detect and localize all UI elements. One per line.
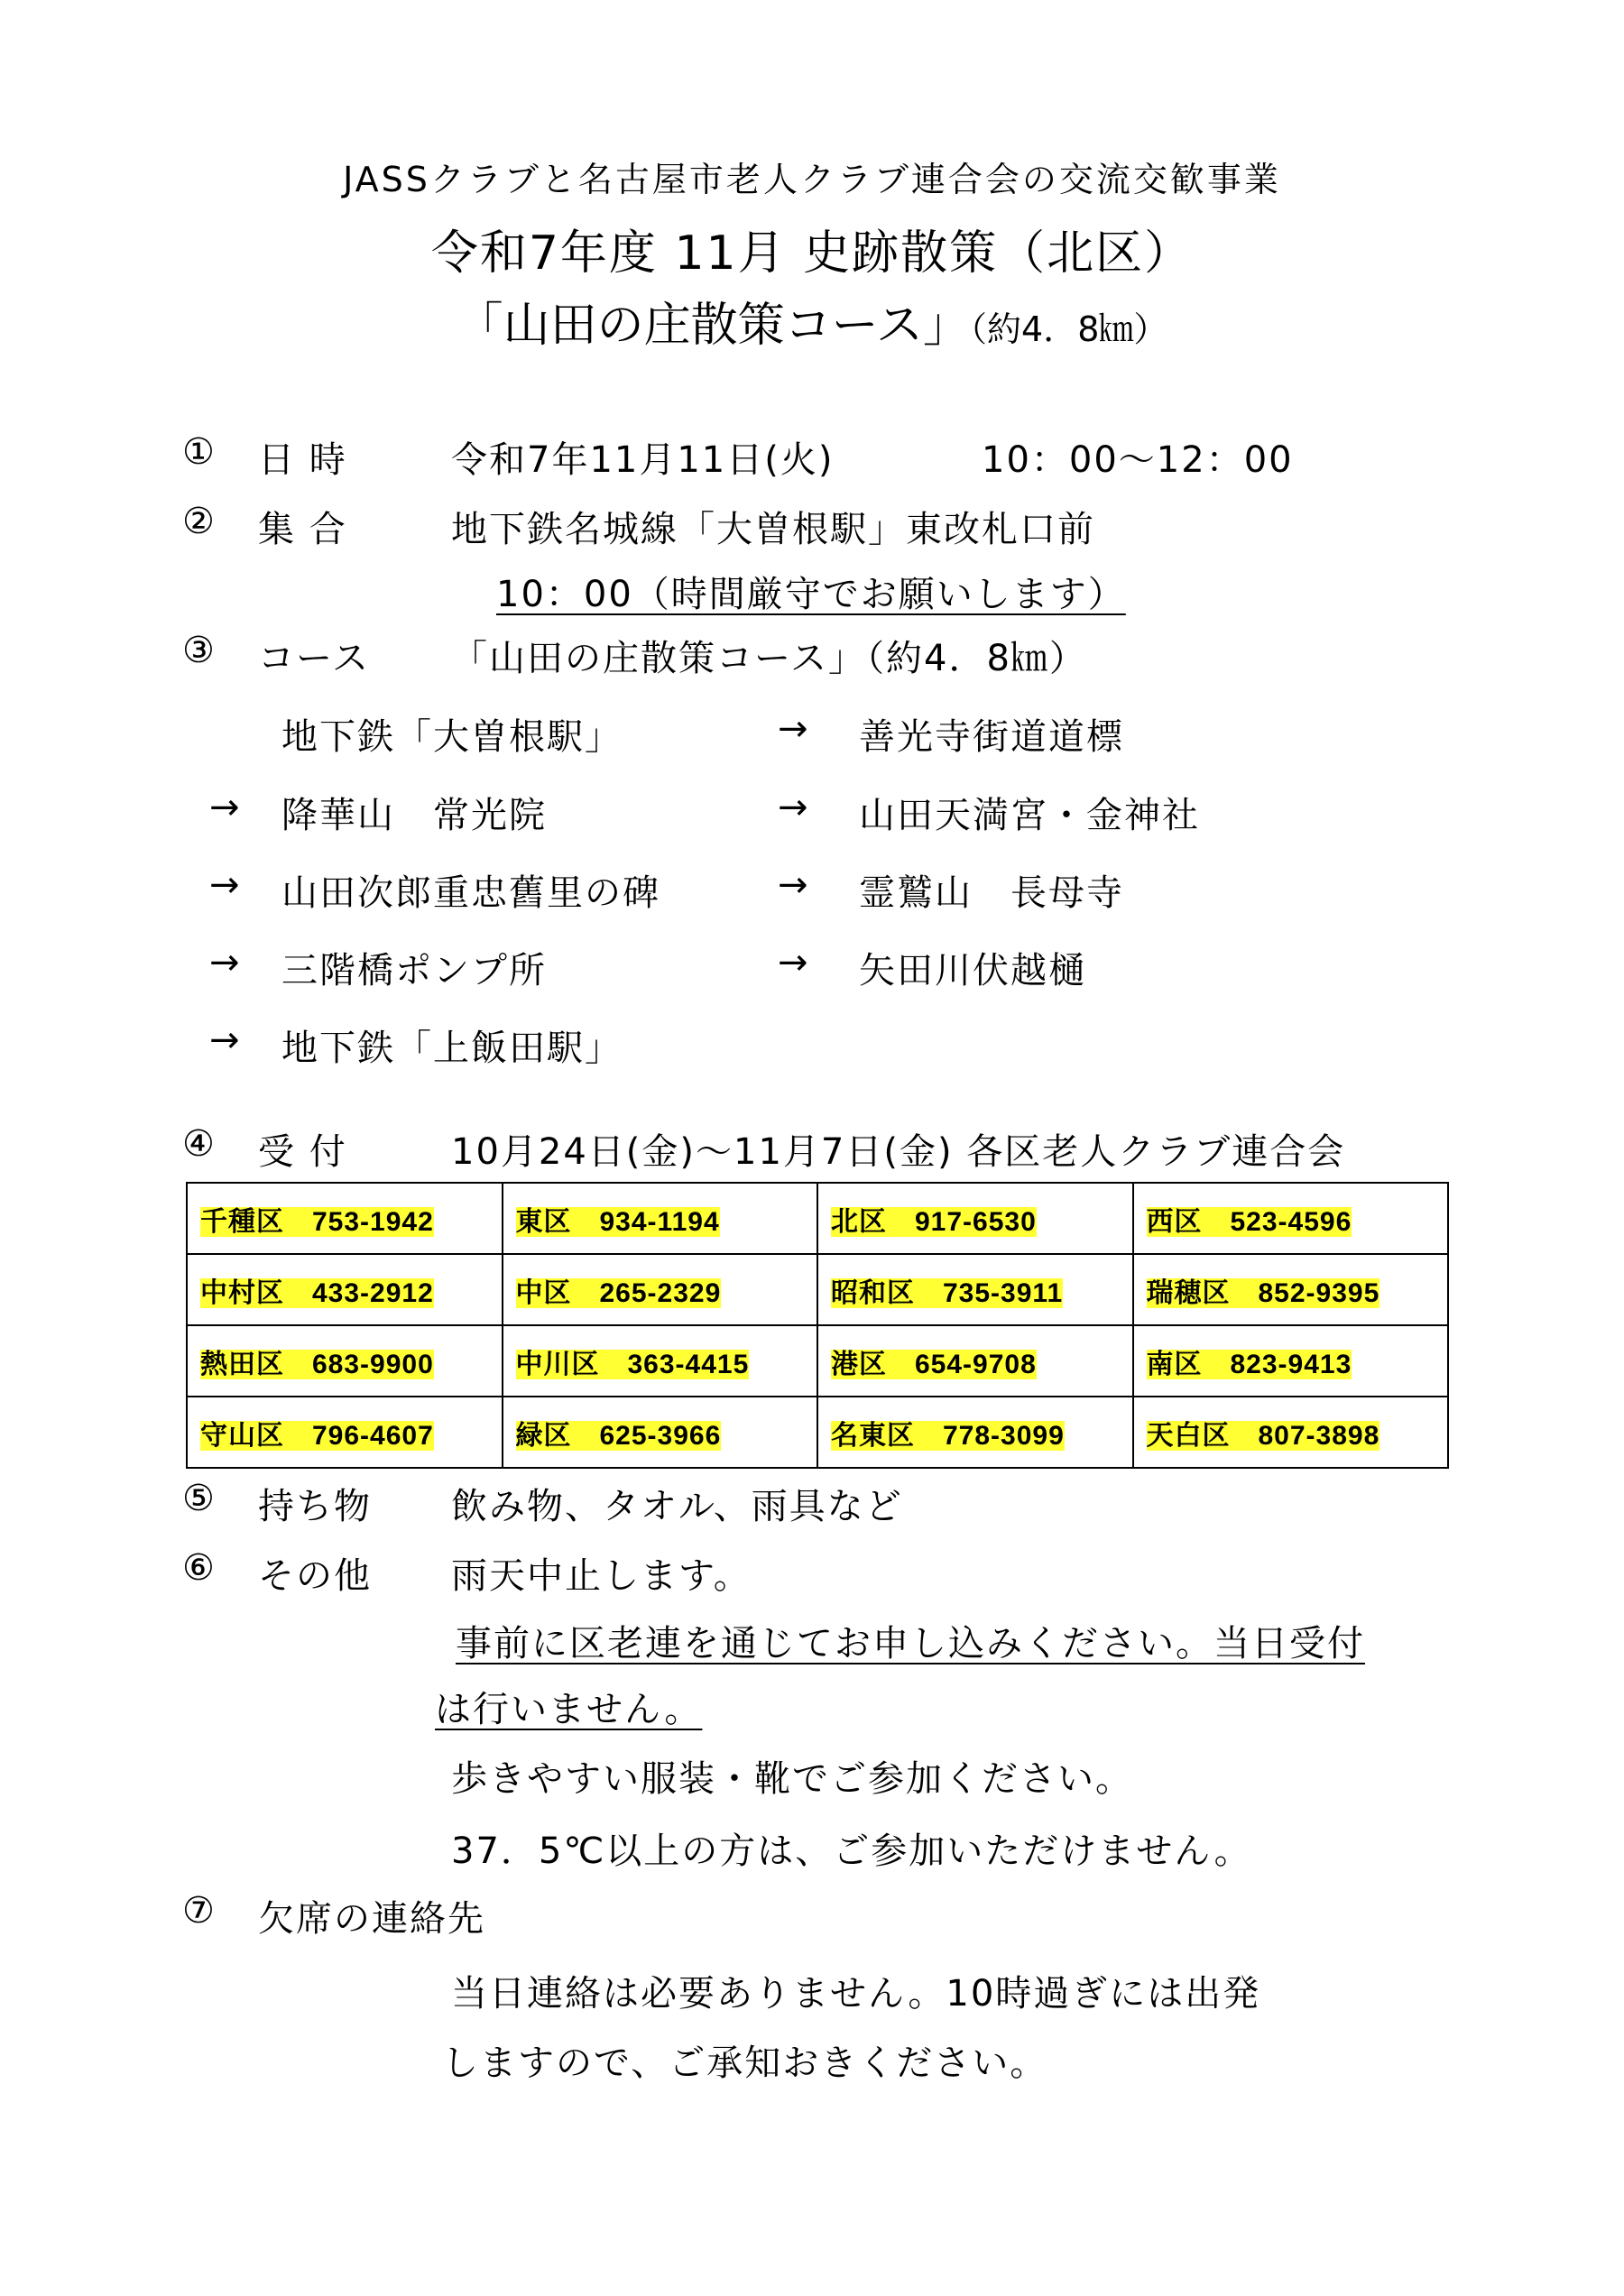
route-arrow: → [778, 787, 808, 828]
item-date-label: 日 時 [258, 439, 347, 481]
item-meet-note: 10：00（時間厳守でお願いします） [496, 574, 1126, 615]
item-reception-label: 受 付 [258, 1131, 347, 1173]
item-other-number: ⑥ [182, 1547, 217, 1589]
route-stop: 善光寺街道道標 [859, 716, 1124, 758]
ward-phone: 中村区 433-2912 [200, 1277, 434, 1308]
route-arrow: → [209, 864, 240, 906]
other-line: 37．5℃以上の方は、ご参加いただけません。 [451, 1830, 1252, 1872]
event-subtitle: JASSクラブと名古屋市老人クラブ連合会の交流交歓事業 [343, 160, 1281, 199]
route-stop: 降華山 常光院 [281, 795, 547, 836]
table-cell [1133, 1397, 1449, 1468]
table-cell [1133, 1325, 1449, 1397]
item-absence-label: 欠席の連絡先 [258, 1898, 485, 1940]
absence-line: 当日連絡は必要ありません。10時過ぎには出発 [451, 1973, 1261, 2015]
ward-phone: 千種区 753-1942 [200, 1206, 434, 1237]
absence-line: しますので、ご承知おきください。 [442, 2042, 1048, 2084]
event-title: 令和7年度 11月 史跡散策（北区） [430, 226, 1194, 281]
item-date-time: 10：00～12：00 [982, 439, 1294, 481]
ward-phone: 名東区 778-3099 [831, 1420, 1065, 1451]
route-arrow: → [209, 1019, 240, 1061]
ward-phone: 昭和区 735-3911 [831, 1277, 1064, 1308]
ward-phone: 北区 917-6530 [831, 1206, 1037, 1237]
table-cell [1133, 1183, 1449, 1254]
table-cell [1133, 1254, 1449, 1325]
other-line: 雨天中止します。 [451, 1555, 752, 1597]
item-bring-number: ⑤ [182, 1478, 217, 1519]
course-title [0, 287, 1624, 355]
other-line-underlined: 事前に区老連を通じてお申し込みください。当日受付 [456, 1623, 1365, 1664]
route-stop: 山田次郎重忠舊里の碑 [281, 872, 660, 914]
table-cell [817, 1183, 1133, 1254]
table-cell [503, 1325, 818, 1397]
table-row [187, 1183, 1448, 1254]
table-cell [503, 1254, 818, 1325]
other-line: 歩きやすい服装・靴でご参加ください。 [451, 1758, 1133, 1800]
route-stop: 三階橋ポンプ所 [281, 950, 547, 991]
table-cell [817, 1397, 1133, 1468]
ward-phone: 守山区 796-4607 [200, 1420, 434, 1451]
ward-phone: 緑区 625-3966 [515, 1420, 722, 1451]
route-stop: 山田天満宮・金神社 [859, 795, 1200, 836]
table-cell [187, 1254, 503, 1325]
route-arrow: → [778, 942, 808, 983]
route-stop: 地下鉄「上飯田駅」 [281, 1028, 623, 1069]
course-distance: （約4．8㎞） [970, 309, 1168, 349]
ward-phone-table [186, 1182, 1449, 1469]
ward-phone: 熱田区 683-9900 [200, 1349, 434, 1379]
item-reception-value: 10月24日(金)～11月7日(金) 各区老人クラブ連合会 [451, 1131, 1346, 1173]
item-date-value: 令和7年11月11日(火) [451, 439, 835, 481]
route-stop: 地下鉄「大曽根駅」 [281, 716, 623, 758]
item-course-value: 「山田の庄散策コース」（約4．8㎞） [451, 638, 1087, 679]
route-arrow: → [778, 864, 808, 906]
item-meet-number: ② [182, 501, 217, 542]
item-meet-label: 集 合 [258, 509, 347, 550]
table-cell [503, 1183, 818, 1254]
ward-phone: 瑞穂区 852-9395 [1146, 1277, 1380, 1308]
ward-phone: 中区 265-2329 [515, 1277, 722, 1308]
ward-phone: 中川区 363-4415 [515, 1349, 750, 1379]
ward-phone: 天白区 807-3898 [1146, 1420, 1380, 1451]
table-row [187, 1325, 1448, 1397]
ward-phone: 東区 934-1194 [515, 1206, 720, 1237]
item-bring-label: 持ち物 [258, 1486, 372, 1527]
table-cell [503, 1397, 818, 1468]
route-arrow: → [778, 708, 808, 750]
item-bring-value: 飲み物、タオル、雨具など [451, 1486, 903, 1527]
route-stop: 霊鷲山 長母寺 [859, 872, 1124, 914]
ward-phone: 南区 823-9413 [1146, 1349, 1352, 1379]
route-arrow: → [209, 787, 240, 828]
item-date-number: ① [182, 431, 217, 473]
item-course-number: ③ [182, 630, 217, 671]
item-absence-number: ⑦ [182, 1890, 217, 1932]
route-arrow: → [209, 942, 240, 983]
ward-phone: 西区 523-4596 [1146, 1206, 1352, 1237]
ward-phone: 港区 654-9708 [831, 1349, 1037, 1379]
table-cell [817, 1254, 1133, 1325]
table-cell [817, 1325, 1133, 1397]
item-course-label: コース [258, 638, 370, 679]
table-row [187, 1254, 1448, 1325]
route-stop: 矢田川伏越樋 [859, 950, 1086, 991]
item-other-label: その他 [258, 1555, 372, 1597]
item-meet-place: 地下鉄名城線「大曽根駅」東改札口前 [451, 509, 1095, 550]
table-row [187, 1397, 1448, 1468]
item-reception-number: ④ [182, 1123, 217, 1165]
table-cell [187, 1397, 503, 1468]
table-cell [187, 1325, 503, 1397]
other-line-underlined: は行いません。 [435, 1689, 703, 1730]
table-cell [187, 1183, 503, 1254]
course-title-main: 「山田の庄散策コース」 [456, 299, 971, 353]
